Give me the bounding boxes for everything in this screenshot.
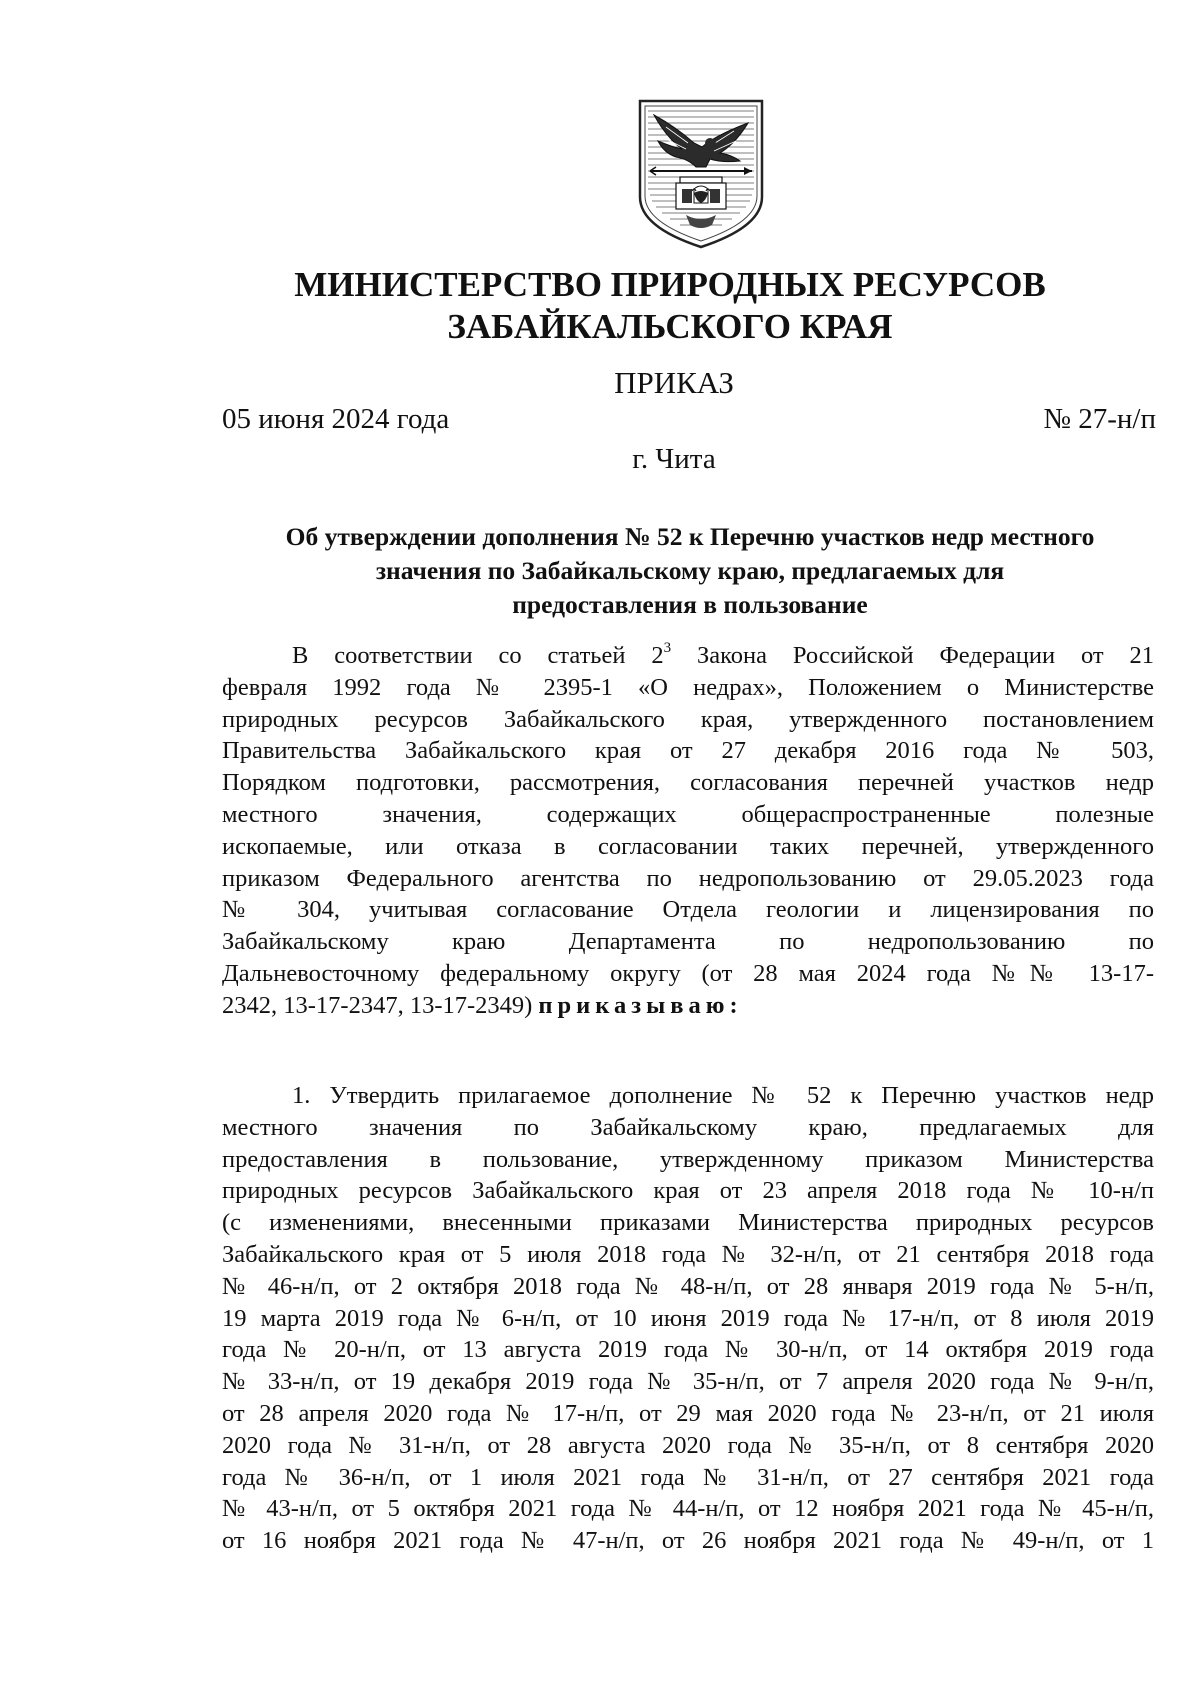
item-1-line: № 43-н/п, от 5 октября 2021 года № 44-н/п, от 12 ноября 2021 года № 45-н/п, <box>222 1495 1154 1523</box>
preamble-line: местного значения, содержащих общераспространенные полезные <box>222 800 1154 828</box>
preamble-paragraph <box>222 640 1154 1022</box>
preamble-line <box>222 640 1154 672</box>
item-1-line: 1. Утвердить прилагаемое дополнение № 52 к Перечню участков недр <box>292 1082 1154 1109</box>
item-1-line: от 16 ноября 2021 года № 47-н/п, от 26 ноября 2021 года № 49-н/п, от 1 <box>222 1527 1154 1555</box>
item-1-line: местного значения по Забайкальскому краю, предлагаемых для <box>222 1113 1154 1141</box>
item-1-line: года № 36-н/п, от 1 июля 2021 года № 31-н/п, от 27 сентября 2021 года <box>222 1463 1154 1491</box>
coat-of-arms-emblem <box>636 97 766 250</box>
article-superscript: 3 <box>663 639 672 656</box>
order-title-line: Об утверждении дополнения № 52 к Перечню участков недр местного <box>285 522 1095 551</box>
item-1-line: Забайкальского края от 5 июля 2018 года № 32-н/п, от 21 сентября 2018 года <box>222 1240 1154 1268</box>
order-city: г. Чита <box>632 443 716 475</box>
preamble-text: 2342, 13-17-2347, 13-17-2349) <box>222 991 539 1019</box>
preamble-line: ископаемые, или отказа в согласовании таких перечней, утвержденного <box>222 832 1154 860</box>
preamble-line: Дальневосточному федеральному округу (от 28 мая 2024 года №№ 13-17- <box>222 959 1154 987</box>
item-1-line: № 46-н/п, от 2 октября 2018 года № 48-н/п, от 28 января 2019 года № 5-н/п, <box>222 1272 1154 1300</box>
item-1-line: 2020 года № 31-н/п, от 28 августа 2020 года № 35-н/п, от 8 сентября 2020 <box>222 1431 1154 1459</box>
order-keyword: приказываю: <box>538 991 743 1019</box>
preamble-line: Порядком подготовки, рассмотрения, согласования перечней участков недр <box>222 769 1154 797</box>
item-1-line: природных ресурсов Забайкальского края от 23 апреля 2018 года № 10-н/п <box>222 1177 1154 1205</box>
item-1-paragraph <box>222 1080 1154 1557</box>
item-1-line: № 33-н/п, от 19 декабря 2019 года № 35-н/п, от 7 апреля 2020 года № 9-н/п, <box>222 1368 1154 1396</box>
item-1-line: предоставления в пользование, утвержденному приказом Министерства <box>222 1145 1154 1173</box>
ministry-name-line2: ЗАБАЙКАЛЬСКОГО КРАЯ <box>447 307 893 346</box>
preamble-line: № 304, учитывая согласование Отдела геологии и лицензирования по <box>222 896 1154 924</box>
item-1-line: (с изменениями, внесенными приказами Министерства природных ресурсов <box>222 1209 1154 1237</box>
order-number: № 27-н/п <box>1043 403 1156 435</box>
order-date: 05 июня 2024 года <box>222 403 450 435</box>
preamble-line <box>222 990 1154 1022</box>
preamble-text: Закона Российской Федерации от 21 <box>671 642 1154 669</box>
item-1-line: года № 20-н/п, от 13 августа 2019 года № 30-н/п, от 14 октября 2019 года <box>222 1336 1154 1364</box>
preamble-line: Правительства Забайкальского края от 27 декабря 2016 года № 503, <box>222 737 1154 765</box>
preamble-line: приказом Федерального агентства по недропользованию от 29.05.2023 года <box>222 864 1154 892</box>
preamble-text: В соответствии со статьей 2 <box>292 642 664 669</box>
order-title-line: значения по Забайкальскому краю, предлагаемых для <box>375 556 1005 585</box>
preamble-line: природных ресурсов Забайкальского края, утвержденного постановлением <box>222 705 1154 733</box>
order-title <box>230 520 1150 622</box>
document-type: ПРИКАЗ <box>614 365 734 400</box>
preamble-line: февраля 1992 года № 2395-1 «О недрах», Положением о Министерстве <box>222 673 1154 701</box>
item-1-line: 19 марта 2019 года № 6-н/п, от 10 июня 2019 года № 17-н/п, от 8 июля 2019 <box>222 1304 1154 1332</box>
item-1-line: от 28 апреля 2020 года № 17-н/п, от 29 мая 2020 года № 23-н/п, от 21 июля <box>222 1399 1154 1427</box>
ministry-name-line1: МИНИСТЕРСТВО ПРИРОДНЫХ РЕСУРСОВ <box>294 265 1046 304</box>
preamble-line: Забайкальскому краю Департамента по недропользованию по <box>222 928 1154 956</box>
order-title-line: предоставления в пользование <box>512 590 868 619</box>
